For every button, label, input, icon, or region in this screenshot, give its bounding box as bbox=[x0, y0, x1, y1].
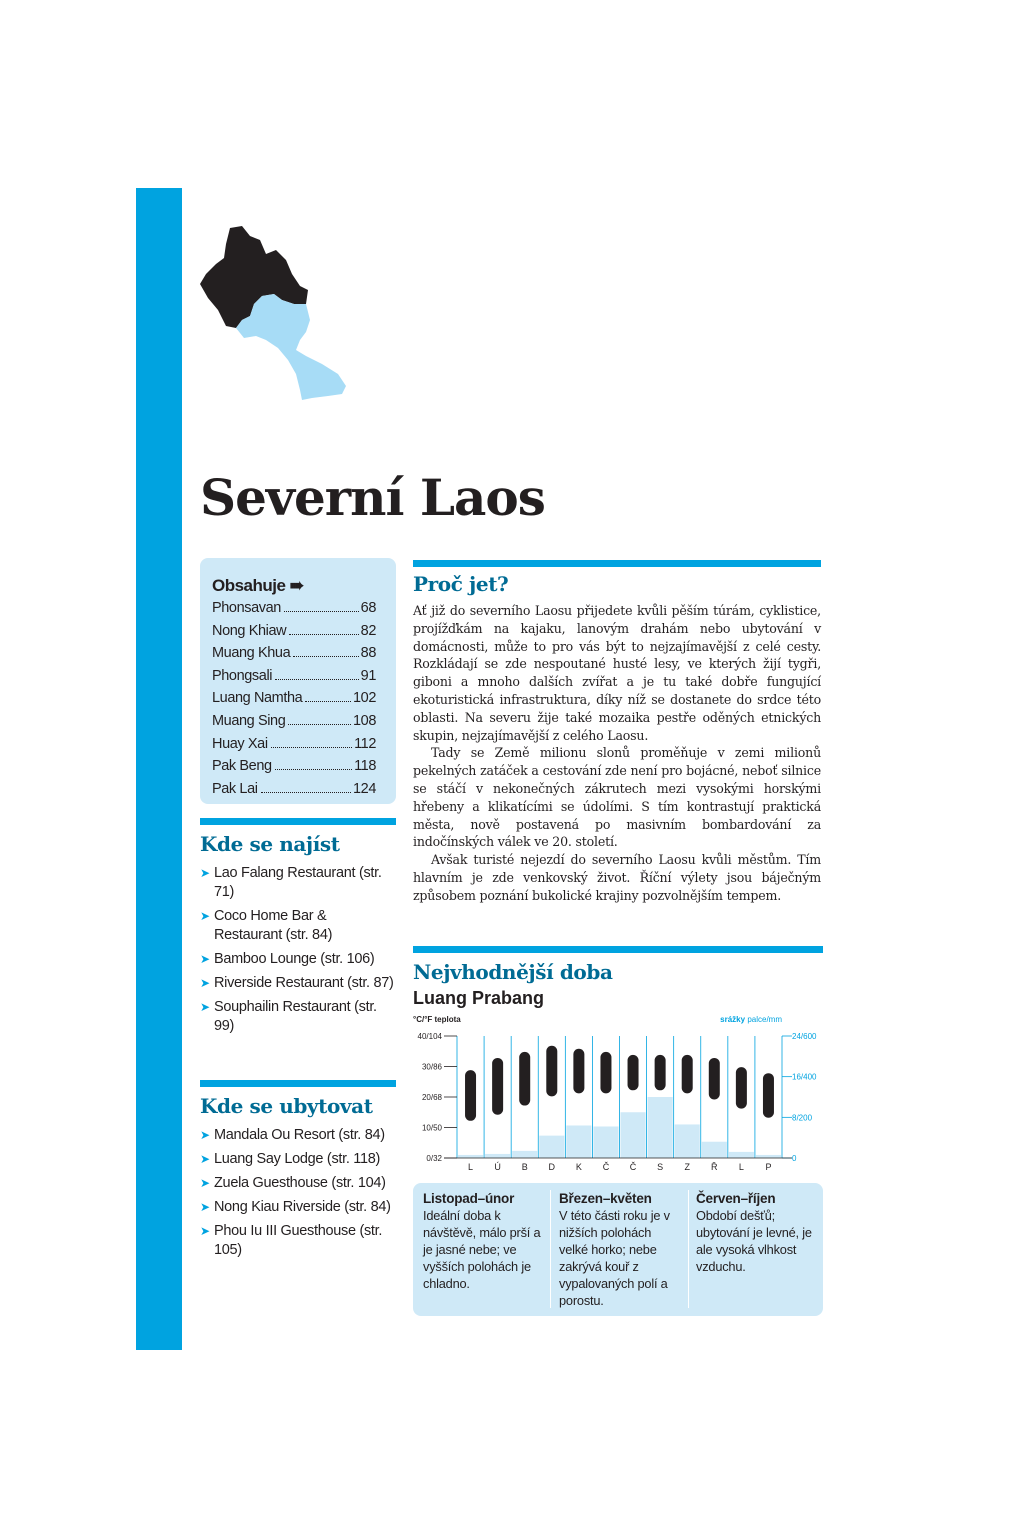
why-paragraph: Tady se Země milionu slonů proměňuje v zemi milionů pekelných zatáček a cestování zde není pro bojácné, neboť silnice se stáčí v nekonečných zákrutech mezi vysokými horskými hřebeny a klikatícími se údolími. S tím kontrastují praktická města, nově postavená po masivním bombardování za indočínských válek ve 20. století. bbox=[413, 745, 821, 850]
month-label: S bbox=[657, 1162, 664, 1172]
contents-item[interactable] bbox=[212, 600, 376, 616]
month-label: B bbox=[521, 1162, 528, 1172]
arrow-right-icon: ➤ bbox=[200, 1224, 210, 1238]
eat-list-item[interactable] bbox=[200, 974, 396, 993]
rain-tick-label: 24/600 bbox=[792, 1032, 817, 1041]
month-label: K bbox=[575, 1162, 582, 1172]
contents-item-page: 118 bbox=[354, 758, 376, 775]
side-color-bar bbox=[136, 188, 182, 1350]
leader-dots bbox=[261, 792, 351, 793]
leader-dots bbox=[284, 611, 359, 612]
leader-dots bbox=[271, 747, 352, 748]
arrow-right-icon: ➤ bbox=[200, 1000, 210, 1014]
eat-list bbox=[200, 864, 396, 1041]
season-heading: Červen–říjen bbox=[696, 1191, 776, 1206]
contents-item-page: 91 bbox=[360, 667, 376, 684]
arrow-right-icon: ➤ bbox=[200, 1176, 210, 1190]
contents-item-page: 102 bbox=[353, 690, 376, 707]
stay-list-item[interactable] bbox=[200, 1198, 396, 1217]
contents-item-name: Nong Khiaw bbox=[212, 622, 287, 639]
contents-item-page: 124 bbox=[353, 780, 376, 797]
page-title: Severní Laos bbox=[200, 468, 545, 527]
eat-heading: Kde se najíst bbox=[200, 832, 340, 856]
arrow-right-icon: ➤ bbox=[200, 909, 210, 923]
stay-heading: Kde se ubytovat bbox=[200, 1094, 373, 1118]
rainfall-bar bbox=[702, 1142, 727, 1158]
arrow-right-icon: ➤ bbox=[200, 866, 210, 880]
contents-item-name: Luang Namtha bbox=[212, 690, 303, 707]
why-text bbox=[413, 602, 821, 905]
arrow-right-icon: ➤ bbox=[200, 952, 210, 966]
temp-axis-label: °C/°F teplota bbox=[413, 1015, 461, 1024]
eat-item-text: Bamboo Lounge (str. 106) bbox=[214, 951, 375, 967]
eat-list-item[interactable] bbox=[200, 998, 396, 1036]
arrow-right-icon: ➤ bbox=[200, 1128, 210, 1142]
contents-item[interactable] bbox=[212, 690, 376, 706]
temp-tick-label: 30/86 bbox=[421, 1062, 442, 1072]
stay-item-text: Zuela Guesthouse (str. 104) bbox=[214, 1175, 386, 1191]
contents-item-page: 68 bbox=[360, 600, 376, 616]
season-heading: Listopad–únor bbox=[423, 1191, 515, 1206]
season-divider bbox=[550, 1190, 551, 1308]
season-card bbox=[696, 1190, 814, 1275]
contents-item-page: 108 bbox=[353, 713, 376, 729]
arrow-right-icon: ➤ bbox=[200, 976, 210, 990]
month-label: Ú bbox=[494, 1162, 501, 1172]
leader-dots bbox=[305, 701, 351, 702]
arrow-right-icon: ➤ bbox=[200, 1200, 210, 1214]
contents-item-name: Pak Beng bbox=[212, 758, 272, 775]
why-paragraph: Ať již do severního Laosu přijedete kvůli pěším túrám, cyklistice, projížďkám na kajaku, lanovým drahám nebo ubytování v domácnosti, může to pro vás být to nejzajímavější z celé cesty. Rozkládají se zde nespoutané husté lesy, ve kterých žijí tygři, giboni a mnoho dalších zvířat a je tu také dobře fungující ekoturistická infrastruktura, díky níž se dostanete do srdce této oblasti. Na severu žije také mozaika pestře oděných etnických skupin, nejzajímavější z celého Laosu. bbox=[413, 603, 821, 743]
month-label: L bbox=[468, 1162, 474, 1172]
rainfall-bar bbox=[566, 1125, 591, 1158]
rain-tick-label: 8/200 bbox=[792, 1113, 813, 1123]
season-heading: Březen–květen bbox=[559, 1191, 652, 1206]
eat-item-text: Riverside Restaurant (str. 87) bbox=[214, 975, 394, 991]
eat-list-item[interactable] bbox=[200, 864, 396, 902]
stay-list-item[interactable] bbox=[200, 1126, 396, 1145]
rain-tick-label: 0 bbox=[792, 1154, 797, 1163]
month-label: L bbox=[738, 1162, 744, 1172]
best-time-heading: Nejvhodnější doba bbox=[413, 960, 613, 984]
season-divider bbox=[688, 1190, 689, 1308]
leader-dots bbox=[275, 679, 359, 680]
why-heading: Proč jet? bbox=[413, 572, 509, 596]
temp-tick-label: 0/32 bbox=[426, 1154, 442, 1163]
month-label: Č bbox=[602, 1162, 610, 1172]
contents-item[interactable] bbox=[212, 645, 376, 661]
eat-item-text: Coco Home Bar & Restaurant (str. 84) bbox=[214, 908, 333, 943]
contents-item-page: 88 bbox=[360, 645, 376, 662]
season-text: Období dešťů; ubytování je levné, je ale vysoká vlhkost vzduchu. bbox=[696, 1208, 812, 1274]
why-rule bbox=[413, 560, 821, 567]
stay-rule bbox=[200, 1080, 396, 1087]
rainfall-bar bbox=[621, 1112, 646, 1158]
rainfall-bar bbox=[648, 1097, 673, 1158]
rainfall-bar bbox=[485, 1154, 510, 1158]
stay-list-item[interactable] bbox=[200, 1174, 396, 1193]
season-card bbox=[423, 1190, 545, 1292]
season-text: Ideální doba k návštěvě, málo prší a je jasné nebe; ve vyšších polohách je chladno. bbox=[423, 1208, 541, 1291]
rain-tick-label: 16/400 bbox=[792, 1072, 817, 1082]
why-paragraph: Avšak turisté nejezdí do severního Laosu kvůli městům. Tím hlavním je zde venkovský život. Říční výlety jsou báječným způsobem poznání bukolické krajiny pozvolnějším tempem. bbox=[413, 852, 821, 903]
stay-item-text: Mandala Ou Resort (str. 84) bbox=[214, 1127, 385, 1143]
contents-item[interactable] bbox=[212, 623, 376, 639]
rainfall-bar bbox=[512, 1151, 537, 1158]
rain-axis-label: srážky palce/mm bbox=[720, 1015, 782, 1024]
rainfall-bar bbox=[593, 1126, 618, 1158]
leader-dots bbox=[288, 724, 351, 725]
temp-tick-label: 10/50 bbox=[421, 1123, 442, 1133]
contents-item-page: 82 bbox=[360, 622, 376, 639]
rainfall-bar bbox=[756, 1155, 781, 1158]
month-label: P bbox=[765, 1162, 772, 1172]
stay-item-text: Phou Iu III Guesthouse (str. 105) bbox=[214, 1223, 383, 1258]
contents-heading bbox=[212, 576, 303, 596]
rainfall-bar bbox=[675, 1124, 700, 1158]
eat-rule bbox=[200, 818, 396, 825]
contents-item-name: Huay Xai bbox=[212, 735, 268, 752]
contents-item-name: Muang Sing bbox=[212, 713, 286, 729]
best-time-rule bbox=[413, 946, 823, 953]
eat-list-item[interactable] bbox=[200, 950, 396, 969]
month-label: D bbox=[548, 1162, 556, 1172]
stay-list bbox=[200, 1126, 396, 1265]
stay-item-text: Nong Kiau Riverside (str. 84) bbox=[214, 1199, 391, 1215]
rainfall-bar bbox=[458, 1155, 483, 1158]
temp-tick-label: 20/68 bbox=[421, 1093, 442, 1102]
leader-dots bbox=[275, 769, 352, 770]
eat-list-item[interactable] bbox=[200, 907, 396, 945]
month-label: Z bbox=[684, 1162, 690, 1172]
contents-item-name: Pak Lai bbox=[212, 780, 258, 797]
contents-heading-text: Obsahuje bbox=[212, 576, 286, 595]
contents-item[interactable] bbox=[212, 713, 376, 729]
contents-item[interactable] bbox=[212, 668, 376, 684]
rainfall-bar bbox=[729, 1152, 754, 1158]
city-name: Luang Prabang bbox=[413, 988, 545, 1008]
month-label: Ř bbox=[711, 1162, 718, 1172]
contents-item-page: 112 bbox=[354, 735, 376, 752]
season-text: V této části roku je v nižších polohách velké horko; nebe zakrývá kouř z vypalovaných polí a porostu. bbox=[559, 1208, 670, 1308]
contents-item-name: Phongsali bbox=[212, 667, 273, 684]
leader-dots bbox=[293, 656, 358, 657]
season-card bbox=[559, 1190, 681, 1309]
rainfall-bar bbox=[539, 1136, 564, 1158]
stay-list-item[interactable] bbox=[200, 1222, 396, 1260]
climate-chart bbox=[410, 1012, 826, 1174]
contents-item[interactable] bbox=[212, 758, 376, 774]
contents-item-name: Phonsavan bbox=[212, 600, 281, 616]
laos-map-icon bbox=[196, 224, 356, 404]
stay-list-item[interactable] bbox=[200, 1150, 396, 1169]
eat-item-text: Lao Falang Restaurant (str. 71) bbox=[214, 865, 382, 900]
arrow-right-icon: ➤ bbox=[200, 1152, 210, 1166]
leader-dots bbox=[289, 634, 358, 635]
stay-item-text: Luang Say Lodge (str. 118) bbox=[214, 1151, 381, 1167]
contents-item[interactable] bbox=[212, 781, 376, 797]
contents-item[interactable] bbox=[212, 736, 376, 752]
eat-item-text: Souphailin Restaurant (str. 99) bbox=[214, 999, 377, 1034]
arrow-right-icon: ➠ bbox=[289, 576, 304, 595]
map-region-north bbox=[236, 294, 346, 400]
month-label: Č bbox=[629, 1162, 637, 1172]
temp-tick-label: 40/104 bbox=[417, 1032, 442, 1041]
contents-item-name: Muang Khua bbox=[212, 645, 291, 662]
